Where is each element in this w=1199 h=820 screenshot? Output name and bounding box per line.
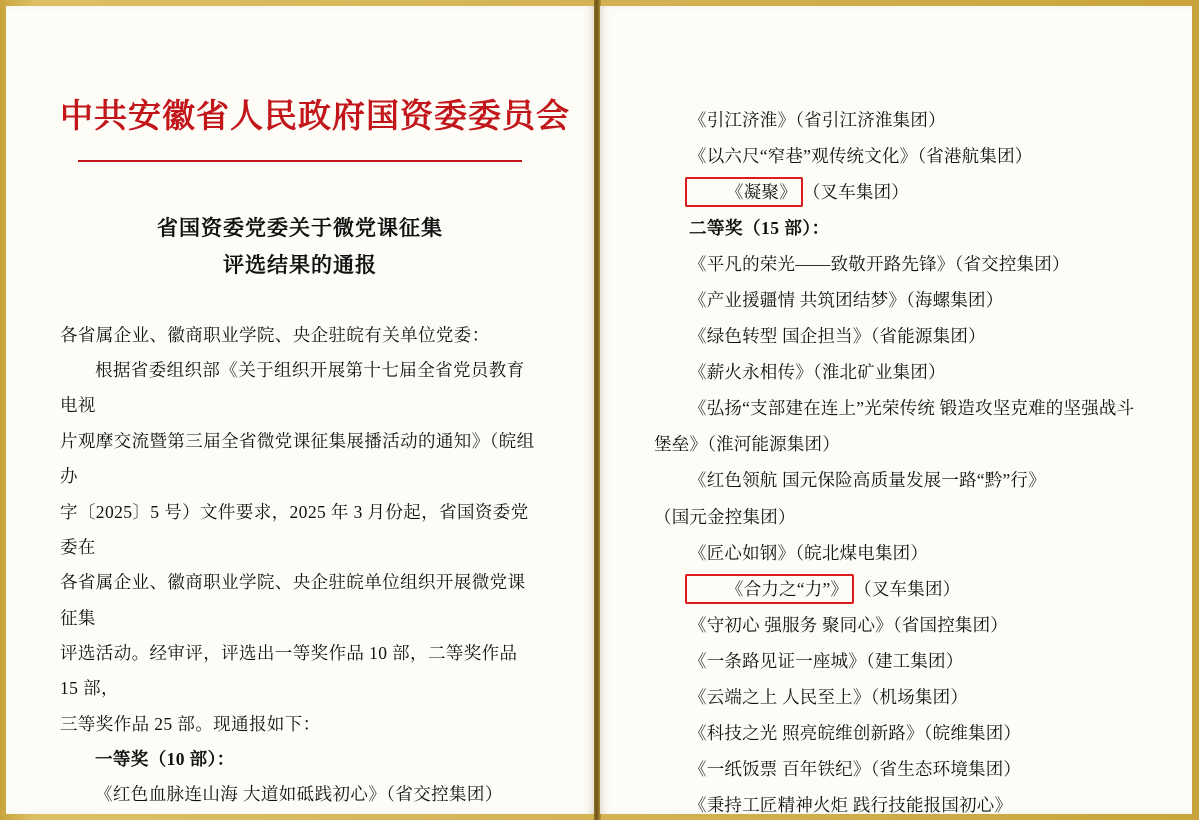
page-title-line-1: 省国资委党委关于微党课征集 bbox=[157, 216, 443, 241]
list-item: 《引江济淮》（省引江济淮集团） bbox=[689, 110, 946, 130]
list-item-highlighted bbox=[654, 174, 1138, 210]
list-item: 《秉持工匠精神火炬 践行技能报国初心》 bbox=[689, 794, 1013, 814]
body-line: 三等奖作品 25 部。现通报如下： bbox=[60, 713, 321, 734]
document-body bbox=[60, 318, 540, 814]
highlight-box: 《合力之“力”》 bbox=[685, 574, 854, 604]
list-item: 《一条路见证一座城》（建工集团） bbox=[689, 650, 964, 671]
second-prize-heading: 二等奖（15 部）： bbox=[689, 218, 830, 239]
list-item: 《弘扬“支部建在连上”光荣传统 锻造攻坚克难的坚强战斗 bbox=[689, 398, 1135, 419]
list-item-suffix: （叉车集团） bbox=[854, 578, 961, 599]
list-item: 《红色领航 国元保险高质量发展一路“黔”行》 bbox=[689, 470, 1046, 491]
list-item: 《科技之光 照亮皖维创新路》（皖维集团） bbox=[689, 722, 1022, 743]
document-page-2 bbox=[600, 6, 1192, 814]
list-item: 《薪火永相传》（淮北矿业集团） bbox=[689, 362, 946, 383]
list-item-continuation: （国元金控集团） bbox=[654, 506, 796, 527]
page-title bbox=[60, 210, 540, 284]
highlight-box: 《凝聚》 bbox=[685, 177, 803, 207]
page-title-line-2: 评选结果的通报 bbox=[223, 253, 377, 278]
list-item: 《云端之上 人民至上》（机场集团） bbox=[689, 686, 969, 707]
list-item-suffix: （叉车集团） bbox=[802, 182, 910, 203]
document-page-1 bbox=[6, 6, 594, 814]
list-item-continuation: 堡垒》（淮河能源集团） bbox=[654, 434, 840, 455]
list-item: 《以六尺“窄巷”观传统文化》（省港航集团） bbox=[689, 146, 1033, 167]
list-item-highlighted bbox=[654, 571, 1138, 607]
body-line: 片观摩交流暨第三届全省微党课征集展播活动的通知》（皖组办 bbox=[60, 430, 535, 487]
salutation: 各省属企业、徽商职业学院、央企驻皖有关单位党委： bbox=[60, 324, 490, 345]
body-line: 评选活动。经审评，评选出一等奖作品 10 部，二等奖作品 15 部， bbox=[60, 642, 518, 699]
list-item: 《绿色转型 国企担当》（省能源集团） bbox=[689, 326, 986, 347]
masthead-title: 中共安徽省人民政府国资委委员会 bbox=[60, 96, 570, 135]
list-item: 《匠心如钢》（皖北煤电集团） bbox=[689, 542, 929, 563]
body-line: 根据省委组织部《关于组织开展第十七届全省党员教育电视 bbox=[60, 360, 525, 416]
list-item: 《红色血脉连山海 大道如砥践初心》（省交控集团） bbox=[95, 784, 503, 805]
list-item: 《守初心 强服务 聚同心》（省国控集团） bbox=[689, 614, 1008, 635]
body-line: 各省属企业、徽商职业学院、央企驻皖单位组织开展微党课征集 bbox=[60, 572, 526, 628]
masthead-red-rule bbox=[78, 160, 522, 162]
body-line: 字〔2025〕5 号）文件要求，2025 年 3 月份起，省国资委党委在 bbox=[60, 501, 529, 557]
list-item: 《产业援疆情 共筑团结梦》（海螺集团） bbox=[689, 290, 1004, 311]
list-item: 《一纸饭票 百年铁纪》（省生态环境集团） bbox=[689, 758, 1022, 779]
list-item: 《平凡的荣光——致敬开路先锋》（省交控集团） bbox=[689, 254, 1070, 275]
first-prize-heading: 一等奖（10 部）： bbox=[95, 748, 235, 769]
document-body-page-2 bbox=[654, 102, 1138, 814]
list-item bbox=[60, 813, 540, 814]
